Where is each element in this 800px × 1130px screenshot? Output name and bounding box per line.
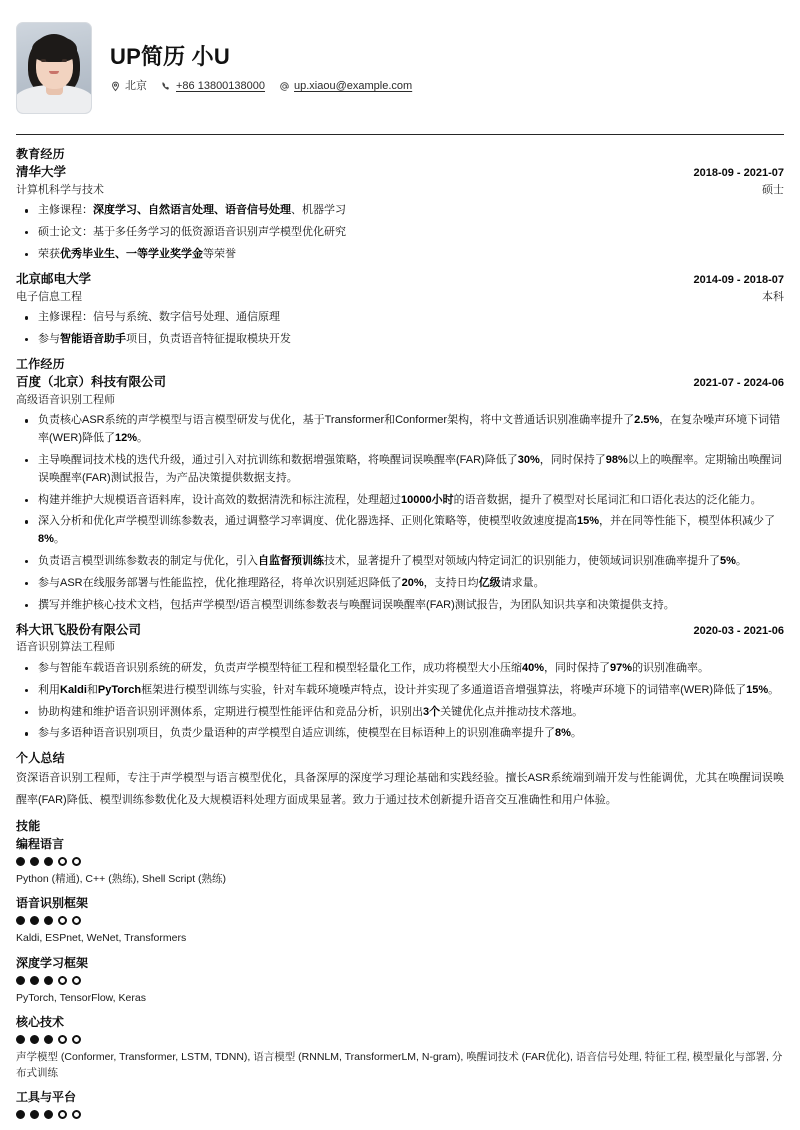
list-item: 参与智能语音助手项目，负责语音特征提取模块开发 [16,331,784,349]
skill-level-dot [44,857,53,866]
skill-level-dot [30,1035,39,1044]
skill-detail: Python (精通), C++ (熟练), Shell Script (熟练) [16,873,227,886]
skill-level-dot [30,1110,39,1119]
summary-text: 资深语音识别工程师，专注于声学模型与语言模型优化，具备深厚的深度学习理论基础和实践经验。擅长ASR系统端到端开发与性能调优，尤其在唤醒词误唤醒率(FAR)降低、模型训练参数优化及大规模语料处理方面成果显著。致力于通过技术创新提升语音交互准确性和用户体验。 [16,772,784,806]
avatar-mouth [49,71,59,74]
skill-name: 编程语言 [16,837,65,852]
education-major: 计算机科学与技术 [16,183,104,196]
skill-level-dot [44,976,53,985]
section-skills [16,817,784,1119]
list-item: 负责核心ASR系统的声学模型与语言模型研发与优化，基于Transformer和Conformer架构，将中文普通话识别准确率提升了2.5%，在复杂噪声环境下词错率(WER)降低了12%。 [16,412,784,448]
skill-level-dot [30,857,39,866]
contact-email-text[interactable]: up.xiaou@example.com [294,80,413,93]
skill-group [16,835,784,887]
section-work [16,355,784,743]
skills-list [16,835,784,1119]
work-company: 百度（北京）科技有限公司 [16,374,167,389]
entry-head [16,163,784,182]
phone-icon [161,81,172,92]
avatar-hair-front [32,36,77,62]
education-bullets [16,202,784,263]
skill-name: 语音识别框架 [16,896,89,911]
section-education [16,145,784,349]
list-item: 构建并维护大规模语音语料库，设计高效的数据清洗和标注流程，处理超过10000小时的语音数据，提升了模型对长尾词汇和口语化表达的泛化能力。 [16,492,784,510]
skill-level-dot [58,857,67,866]
skill-level-dot [16,916,25,925]
skill-detail: PyTorch, TensorFlow, Keras [16,991,146,1004]
skill-level-dot [58,1110,67,1119]
education-degree: 本科 [762,290,784,303]
work-entry [16,373,784,615]
work-role: 语音识别算法工程师 [16,641,115,654]
list-item: 撰写并维护核心技术文档，包括声学模型/语言模型训练参数表与唤醒词误唤醒率(FAR)测试报告，为团队知识共享和决策提供支持。 [16,597,784,615]
skill-level-dot [72,1110,81,1119]
education-school: 清华大学 [16,165,67,179]
work-date: 2020-03 - 2021-06 [693,624,784,637]
contact-location-text: 北京 [125,80,147,93]
work-bullets [16,660,784,743]
education-school: 北京邮电大学 [16,271,92,286]
section-title-skills: 技能 [16,819,41,834]
skill-level-dot [72,976,81,985]
education-bullets [16,309,784,349]
skill-level-dot [58,976,67,985]
skill-name: 深度学习框架 [16,955,89,970]
avatar [16,22,92,114]
entry-head [16,621,784,640]
contact-phone-text[interactable]: +86 13800138000 [176,80,266,93]
list-item: 深入分析和优化声学模型训练参数表，通过调整学习率调度、优化器选择、正则化策略等，使模型收敛速度提高15%，并在同等性能下，模型体积减少了8%。 [16,513,784,549]
page-title: UP简历 小U [110,43,230,69]
skill-level-dot [16,1035,25,1044]
education-major: 电子信息工程 [16,290,82,303]
entry-sub [16,182,784,199]
work-company: 科大讯飞股份有限公司 [16,622,142,637]
contact-location [110,81,147,92]
skill-level-dot [30,916,39,925]
education-entry [16,163,784,264]
skill-level-dot [58,1035,67,1044]
work-role: 高级语音识别工程师 [16,393,115,406]
skill-group [16,894,784,946]
list-item: 硕士论文：基于多任务学习的低资源语音识别声学模型优化研究 [16,224,784,242]
skill-level-dot [72,916,81,925]
skill-detail: Kaldi, ESPnet, WeNet, Transformers [16,932,187,945]
list-item: 主修课程：深度学习、自然语言处理、语音信号处理、机器学习 [16,202,784,220]
location-pin-icon [110,81,121,92]
skill-level-dot [30,976,39,985]
skill-level-dot [16,976,25,985]
skill-name: 工具与平台 [16,1090,77,1105]
skill-level-meter [16,1110,784,1119]
list-item: 主导唤醒词技术栈的迭代升级，通过引入对抗训练和数据增强策略，将唤醒词误唤醒率(FAR)降低了30%，同时保持了98%以上的唤醒率。定期输出唤醒词误唤醒率(FAR)测试报告，为产品决策提供数据支持。 [16,452,784,488]
section-summary [16,749,784,811]
skill-level-meter [16,976,784,985]
skill-group [16,954,784,1006]
contact-list [110,81,784,92]
skill-level-meter [16,1035,784,1044]
resume-header [16,0,784,128]
skill-level-dot [44,1110,53,1119]
header-divider [16,134,784,135]
identity-block [110,44,784,92]
list-item: 荣获优秀毕业生、一等学业奖学金等荣誉 [16,246,784,264]
work-entry [16,621,784,744]
section-title-summary: 个人总结 [16,751,65,766]
section-title-work: 工作经历 [16,356,65,371]
skill-detail: 声学模型 (Conformer, Transformer, LSTM, TDNN), 语言模型 (RNNLM, TransformerLM, N-gram), 唤醒词技术 (FAR优化), 语音信号处理, 特征工程, 模型量化与部署, 分布式训练 [16,1050,783,1080]
education-date: 2014-09 - 2018-07 [693,273,784,286]
list-item: 主修课程：信号与系统、数字信号处理、通信原理 [16,309,784,327]
work-bullets [16,412,784,614]
skill-level-dot [16,857,25,866]
list-item: 协助构建和维护语音识别评测体系，定期进行模型性能评估和竞品分析，识别出3个关键优化点并推动技术落地。 [16,704,784,722]
work-date: 2021-07 - 2024-06 [693,376,784,389]
avatar-eye-right [62,59,67,62]
skill-level-dot [72,1035,81,1044]
skill-group [16,1013,784,1082]
entry-head [16,373,784,392]
section-title-education: 教育经历 [16,147,65,161]
email-at-icon [279,81,290,92]
skill-level-dot [58,916,67,925]
list-item: 负责语言模型训练参数表的制定与优化，引入自监督预训练技术，显著提升了模型对领域内特定词汇的识别能力，使领域词识别准确率提升了5%。 [16,553,784,571]
skill-level-meter [16,916,784,925]
skill-name: 核心技术 [16,1014,65,1029]
entry-sub [16,289,784,306]
education-date: 2018-09 - 2021-07 [693,167,784,179]
contact-phone[interactable] [161,81,265,92]
skill-level-dot [72,857,81,866]
entry-sub [16,639,784,656]
education-degree: 硕士 [762,183,784,196]
list-item: 利用Kaldi和PyTorch框架进行模型训练与实验，针对车载环境噪声特点，设计并实现了多通道语音增强算法，将噪声环境下的词错率(WER)降低了15%。 [16,682,784,700]
skill-level-dot [44,1035,53,1044]
skill-level-dot [16,1110,25,1119]
list-item: 参与ASR在线服务部署与性能监控，优化推理路径，将单次识别延迟降低了20%，支持日均亿级请求量。 [16,575,784,593]
avatar-eye-left [41,59,46,62]
list-item: 参与智能车载语音识别系统的研发，负责声学模型特征工程和模型轻量化工作，成功将模型大小压缩40%，同时保持了97%的识别准确率。 [16,660,784,678]
skill-level-dot [44,916,53,925]
entry-sub [16,392,784,409]
education-entry [16,270,784,349]
contact-email[interactable] [279,81,412,92]
list-item: 参与多语种语音识别项目，负责少量语种的声学模型自适应训练，使模型在目标语种上的识别准确率提升了8%。 [16,725,784,743]
skill-level-meter [16,857,784,866]
entry-head [16,270,784,289]
skill-group [16,1088,784,1119]
